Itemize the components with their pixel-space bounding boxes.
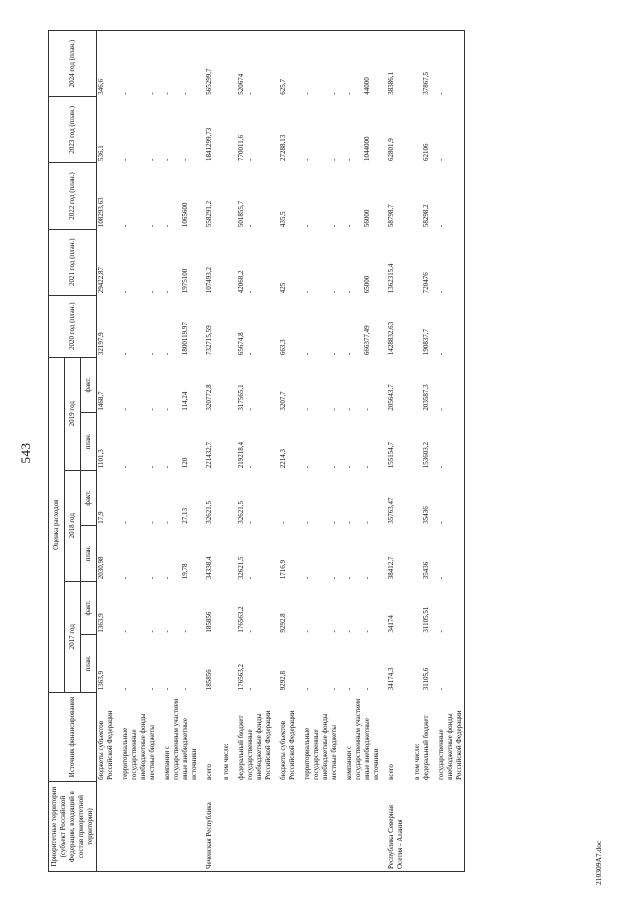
territory-cell [345, 782, 363, 872]
value-cell: - [246, 224, 254, 228]
value-cell: - [437, 31, 465, 97]
value-cell: - [345, 31, 363, 97]
value-cell: 625,7 [279, 31, 303, 97]
value-cell: 1428832,63 [387, 321, 395, 356]
value-cell: - [363, 465, 371, 469]
value-cell [222, 31, 237, 97]
territory-cell [163, 782, 181, 872]
value-cell: 176563,2 [237, 606, 245, 633]
territory-cell [363, 782, 387, 872]
table-row [279, 31, 303, 872]
header-2018: 2018 год [65, 470, 81, 581]
header-2023: 2023 год (план.) [49, 97, 97, 163]
value-cell: 153603,2 [422, 442, 430, 469]
value-cell: - [121, 352, 129, 356]
header-2019-fact: факт. [81, 357, 97, 413]
value-cell: 663,3 [279, 339, 287, 356]
value-cell [222, 295, 237, 357]
table-row [97, 31, 122, 872]
value-cell: - [163, 352, 171, 356]
value-cell: 185856 [205, 611, 213, 633]
value-cell: 1362315,4 [387, 263, 395, 294]
value-cell: 107493,2 [205, 267, 213, 294]
territory-cell [237, 782, 246, 872]
value-cell [413, 470, 422, 525]
value-cell: - [345, 408, 353, 411]
value-cell: 32621,5 [237, 556, 245, 580]
value-cell: - [437, 229, 465, 295]
value-cell: - [121, 408, 129, 411]
value-cell: - [148, 465, 156, 469]
value-cell: 176563,2 [237, 663, 245, 691]
value-cell: 34338,4 [205, 556, 213, 580]
territory-cell [222, 782, 237, 872]
source-cell: в том числе: [222, 743, 230, 780]
value-cell: - [246, 687, 254, 691]
value-cell: - [345, 224, 353, 228]
budget-table [48, 30, 465, 872]
territory-cell [413, 782, 422, 872]
value-cell: 190837,7 [422, 328, 430, 356]
value-cell: - [437, 357, 465, 413]
value-cell: 435,5 [279, 211, 287, 228]
value-cell: - [363, 521, 371, 524]
value-cell: - [148, 687, 156, 691]
source-cell: компании с государственным участием [345, 698, 362, 780]
value-cell: - [345, 465, 353, 469]
value-cell [222, 526, 237, 581]
value-cell [222, 97, 237, 163]
value-cell: - [246, 521, 254, 524]
value-cell: 38386,1 [387, 31, 413, 97]
value-cell: - [163, 465, 171, 469]
table-row [303, 31, 330, 872]
value-cell: - [163, 521, 171, 524]
value-cell: 44000 [363, 31, 387, 97]
value-cell: 1363,9 [97, 613, 105, 633]
value-cell: 1800119,97 [181, 322, 189, 356]
value-cell [222, 470, 237, 525]
value-cell: - [246, 576, 254, 580]
territory-cell [121, 782, 148, 872]
value-cell: 3207,7 [279, 391, 287, 411]
value-cell: 58798,7 [387, 204, 395, 228]
value-cell: - [437, 413, 465, 471]
value-cell: - [303, 158, 311, 161]
value-cell: 203587,3 [422, 384, 430, 411]
value-cell: - [181, 158, 189, 161]
value-cell: 732715,59 [205, 325, 213, 356]
source-cell: местные бюджеты [330, 725, 338, 780]
source-cell: иные внебюджетные источники [181, 718, 198, 780]
value-cell: 205643,7 [387, 384, 395, 411]
value-cell: 27288,13 [279, 134, 287, 161]
value-cell: 65000 [363, 275, 371, 294]
value-cell: - [303, 576, 311, 580]
value-cell: - [303, 224, 311, 228]
value-cell: 35436 [422, 506, 430, 524]
value-cell: 221432,7 [205, 442, 213, 469]
value-cell: 501855,7 [237, 200, 245, 228]
value-cell: - [437, 581, 465, 634]
value-cell: - [121, 31, 148, 97]
value-cell: 155154,7 [387, 442, 395, 469]
value-cell: - [363, 687, 371, 691]
value-cell: - [330, 224, 338, 228]
value-cell: - [363, 630, 371, 633]
value-cell: 1363,9 [97, 670, 105, 691]
value-cell: - [163, 31, 181, 97]
value-cell [222, 357, 237, 413]
value-cell: - [246, 31, 279, 97]
value-cell [413, 295, 422, 357]
header-2018-fact: факт. [81, 470, 97, 525]
value-cell: 666377,49 [363, 325, 371, 356]
value-cell: 2030,98 [97, 556, 105, 580]
source-cell: компании с государственным участием [163, 698, 180, 780]
value-cell: 29422,87 [97, 267, 105, 294]
value-cell: - [121, 576, 129, 580]
value-cell: - [163, 408, 171, 411]
value-cell: - [163, 224, 171, 228]
territory-cell [148, 782, 163, 872]
value-cell: - [148, 158, 156, 161]
source-cell: федеральный бюджет [422, 715, 430, 780]
value-cell: 56000 [363, 209, 371, 228]
value-cell: 317565,1 [237, 384, 245, 411]
table-row [363, 31, 387, 872]
header-2022: 2022 год (план.) [49, 163, 97, 229]
value-cell: 1065600 [181, 202, 189, 228]
value-cell: 32621,5 [237, 501, 245, 524]
source-cell: бюджеты субъектов Российской Федерации [279, 710, 296, 780]
value-cell: - [303, 630, 311, 633]
value-cell: - [148, 630, 156, 633]
territory-cell [279, 782, 303, 872]
value-cell: - [279, 521, 287, 524]
value-cell: 32621,5 [205, 501, 213, 524]
value-cell: 219218,4 [237, 442, 245, 469]
table-row [330, 31, 345, 872]
value-cell: - [303, 521, 311, 524]
header-source: Источник финансирования [49, 692, 97, 782]
value-cell: - [303, 465, 311, 469]
value-cell: - [330, 465, 338, 469]
source-cell: государственные внебюджетные фонды Российской Федерации [246, 710, 272, 780]
source-cell: территориальные государственные внебюджетные фонды [121, 713, 147, 780]
value-cell [413, 229, 422, 295]
value-cell: 1101,3 [97, 449, 105, 469]
value-cell: 31105,6 [422, 667, 430, 691]
value-cell: 9292,8 [279, 613, 287, 633]
value-cell [413, 413, 422, 471]
value-cell: 346,6 [97, 31, 122, 97]
value-cell [413, 635, 422, 693]
value-cell [222, 581, 237, 634]
territory-cell [181, 782, 205, 872]
value-cell: 17,9 [97, 511, 105, 524]
value-cell: 32197,9 [97, 332, 105, 356]
source-cell: территориальные государственные внебюджетные фонды [303, 713, 329, 780]
territory-cell: Республика Северная Осетия - Алания [387, 782, 413, 872]
value-cell: - [303, 408, 311, 411]
header-2020: 2020 год (план.) [49, 295, 97, 357]
value-cell: - [163, 687, 171, 691]
source-cell: бюджеты субъектов Российской Федерации [97, 710, 114, 780]
value-cell: 1841299,73 [205, 127, 213, 161]
value-cell: 19,78 [181, 563, 189, 580]
value-cell: - [330, 352, 338, 356]
value-cell: 58298,2 [422, 204, 430, 228]
header-2024: 2024 год (план.) [49, 31, 97, 97]
value-cell: - [148, 290, 156, 294]
value-cell: - [303, 352, 311, 356]
value-cell: - [330, 408, 338, 411]
header-2019: 2019 год [65, 357, 81, 470]
table-row [163, 31, 181, 872]
territory-cell [330, 782, 345, 872]
value-cell: - [437, 470, 465, 525]
value-cell [413, 357, 422, 413]
value-cell: - [330, 290, 338, 294]
source-cell: в том числе: [413, 743, 421, 780]
value-cell: 65674,8 [237, 332, 245, 356]
header-territory: Приоритетные территории (субъект Российской Федерации, входящий в состав приоритетной территории) [49, 782, 97, 872]
page-number: 543 [18, 442, 33, 464]
value-cell: 1716,9 [279, 559, 287, 580]
source-cell: всего [205, 764, 213, 780]
table-row [121, 31, 148, 872]
value-cell: - [246, 630, 254, 633]
header-2021: 2021 год (план.) [49, 229, 97, 295]
value-cell: - [330, 576, 338, 580]
value-cell: - [345, 687, 353, 691]
value-cell: 720476 [422, 272, 430, 294]
value-cell: 37867,5 [422, 31, 437, 97]
table-body [97, 31, 465, 872]
value-cell: 558291,2 [205, 200, 213, 228]
value-cell: - [345, 521, 353, 524]
value-cell: - [345, 290, 353, 294]
value-cell [413, 31, 422, 97]
value-cell [413, 97, 422, 163]
value-cell: - [163, 576, 171, 580]
value-cell: - [163, 158, 171, 161]
header-2019-plan: план. [81, 413, 97, 471]
value-cell: - [303, 687, 311, 691]
value-cell: - [330, 687, 338, 691]
value-cell: - [345, 158, 353, 161]
table-row [181, 31, 205, 872]
value-cell: - [148, 408, 156, 411]
value-cell: - [437, 635, 465, 693]
value-cell: 31105,51 [422, 606, 430, 633]
table-row [246, 31, 279, 872]
value-cell: - [330, 31, 345, 97]
table-row [413, 31, 422, 872]
value-cell: - [330, 630, 338, 633]
table-row [387, 31, 413, 872]
value-cell: - [345, 630, 353, 633]
value-cell: - [246, 158, 254, 161]
value-cell: 38412,7 [387, 556, 395, 580]
value-cell: - [121, 290, 129, 294]
value-cell: 120 [181, 457, 189, 469]
table-row [205, 31, 222, 872]
table-row [437, 31, 465, 872]
value-cell: - [148, 576, 156, 580]
value-cell: - [303, 290, 311, 294]
value-cell: - [345, 576, 353, 580]
value-cell: - [148, 224, 156, 228]
header-2017-fact: факт. [81, 581, 97, 634]
value-cell: 34174,3 [387, 667, 395, 691]
value-cell: 62801,9 [387, 138, 395, 161]
table-row [237, 31, 246, 872]
value-cell: - [303, 31, 330, 97]
value-cell: 1044000 [363, 136, 371, 161]
value-cell: - [363, 576, 371, 580]
value-cell: 34174 [387, 615, 395, 633]
value-cell: 770011,6 [237, 134, 245, 161]
value-cell: 425 [279, 282, 287, 294]
value-cell: - [148, 521, 156, 524]
value-cell: - [437, 295, 465, 357]
value-cell: - [363, 408, 371, 411]
value-cell: - [437, 163, 465, 229]
header-2017-plan: план. [81, 635, 97, 693]
value-cell: - [330, 521, 338, 524]
value-cell [222, 163, 237, 229]
value-cell: 27,13 [181, 508, 189, 524]
value-cell [413, 581, 422, 634]
value-cell: - [163, 630, 171, 633]
value-cell: - [437, 526, 465, 581]
value-cell: - [121, 687, 129, 691]
value-cell: - [121, 465, 129, 469]
value-cell: 9292,8 [279, 670, 287, 691]
value-cell: 320772,8 [205, 384, 213, 411]
value-cell [413, 163, 422, 229]
file-name-footer: 210309А7.doc [594, 840, 603, 885]
table-row [345, 31, 363, 872]
table-row [422, 31, 437, 872]
value-cell: 35436 [422, 561, 430, 580]
value-cell: - [246, 465, 254, 469]
value-cell: 35763,47 [387, 497, 395, 524]
value-cell: - [330, 158, 338, 161]
value-cell: 2214,3 [279, 449, 287, 469]
value-cell: - [246, 408, 254, 411]
table-row [148, 31, 163, 872]
value-cell: 520674 [237, 31, 246, 97]
value-cell [413, 526, 422, 581]
value-cell [222, 413, 237, 471]
value-cell: - [148, 352, 156, 356]
value-cell: 185856 [205, 669, 213, 691]
table-row [222, 31, 237, 872]
value-cell: - [181, 31, 205, 97]
value-cell: 1468,7 [97, 391, 105, 411]
source-cell: всего [387, 764, 395, 780]
value-cell: - [345, 352, 353, 356]
value-cell: 62106 [422, 143, 430, 161]
value-cell: 114,24 [181, 391, 189, 411]
header-2017: 2017 год [65, 581, 81, 692]
value-cell: 42068,2 [237, 270, 245, 294]
table-header [49, 31, 97, 872]
header-2018-plan: план. [81, 526, 97, 581]
value-cell: 1975100 [181, 268, 189, 294]
territory-cell [246, 782, 279, 872]
source-cell: федеральный бюджет [237, 715, 245, 780]
territory-cell [422, 782, 437, 872]
header-estimate: Оценка расходов [49, 357, 65, 692]
territory-cell: Чеченская Республика [205, 782, 222, 872]
source-cell: иные внебюджетные источники [363, 718, 380, 780]
value-cell: - [163, 290, 171, 294]
value-cell: - [121, 224, 129, 228]
source-cell: государственные внебюджетные фонды Российской Федерации [437, 692, 465, 782]
value-cell: - [121, 630, 129, 633]
value-cell: - [246, 290, 254, 294]
territory-cell [437, 782, 465, 872]
value-cell [222, 635, 237, 693]
territory-cell [97, 782, 122, 872]
value-cell: - [181, 687, 189, 691]
value-cell: - [121, 158, 129, 161]
value-cell: 536,1 [97, 145, 105, 161]
value-cell: - [148, 31, 163, 97]
value-cell: 565299,7 [205, 31, 222, 97]
territory-cell [303, 782, 330, 872]
value-cell: - [181, 630, 189, 633]
value-cell: 108293,63 [97, 197, 105, 228]
value-cell: - [121, 521, 129, 524]
source-cell: местные бюджеты [148, 725, 156, 780]
value-cell: - [437, 97, 465, 163]
value-cell: - [246, 352, 254, 356]
value-cell [222, 229, 237, 295]
